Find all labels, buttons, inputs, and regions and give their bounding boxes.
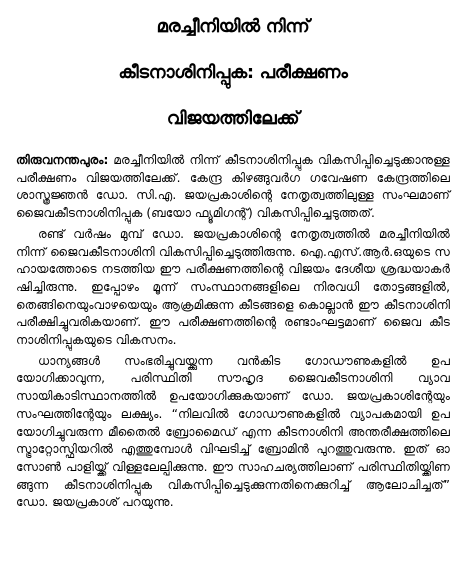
headline-line-3: വിജയത്തിലേക്ക് xyxy=(166,108,300,129)
headline-line-2: കീടനാശിനിപ്പുക: പരീക്ഷണം xyxy=(118,62,348,83)
paragraph-1 xyxy=(16,152,450,223)
paragraph-2: രണ്ട് വർഷം മുമ്പ് ഡോ. ജയപ്രകാശിന്റെ നേതൃത്വത്തിൽ മരച്ചീനിയിൽ നിന്ന് ജൈവകീടനാശിനി വികസിപ്പിച്ചെടുത്തിരുന്നു. ഐ.എസ്.ആർ.ഒയുടെ സഹായത്തോടെ നടത്തിയ ഈ പരീക്ഷണത്തിന്റെ വിജയം ദേശീയ ശ്രദ്ധയാകർഷിച്ചിരുന്നു. ഇപ്പോഴം മൂന്ന് സംസ്ഥാനങ്ങളിലെ നിരവധി തോട്ടങ്ങളിൽ, തെങ്ങിനെയുംവാഴയെയും ആക്രമിക്കുന്ന കീടങ്ങളെ കൊല്ലാൻ ഈ കീടനാശിനി പരീക്ഷിച്ചുവരികയാണ്. ഈ പരീക്ഷണത്തിന്റെ രണ്ടാംഘട്ടമാണ് ജൈവ കീടനാശിനിപ്പുകയുടെ വികസനം. xyxy=(16,226,450,348)
headline-line-1: മരച്ചീനിയിൽ നിന്ന് xyxy=(156,16,310,37)
dateline: തിരുവനന്തപുരം: xyxy=(16,153,109,167)
article-body xyxy=(16,152,450,512)
headline xyxy=(16,4,450,142)
paragraph-3: ധാന്യങ്ങൾ സംഭരിച്ചുവയ്ക്കുന്ന വൻകിട ഗോഡൗണുകളിൽ ഉപയോഗിക്കാവുന്ന, പരിസ്ഥിതി സൗഹൃദ ജൈവകീടനാശിനി വ്യാവസായികാടിസ്ഥാനത്തിൽ ഉപയോഗിക്കുകയാണ് ഡോ. ജയപ്രകാശിന്റേയും സംഘത്തിന്റേയും ലക്ഷ്യം. “നിലവിൽ ഗോഡൗണുകളിൽ വ്യാപകമായി ഉപയോഗിച്ചുവരുന്ന മീതൈൽ ബ്രോമൈഡ് എന്ന കീടനാശിനി അന്തരീക്ഷത്തിലെ സ്ട്രാറ്റോസ്ഫിയറിൽ എത്തുമ്പോൾ വിഘടിച്ച് ബ്രോമിൻ പുറത്തുവരുന്നു. ഇത് ഓസോൺ പാളിയ്ക്ക് വിള്ളലേല്പിക്കുന്നു. ഈ സാഹചര്യത്തിലാണ് പരിസ്ഥിതിയ്ക്കിണങ്ങുന്ന കീടനാശിനിപ്പുക വികസിപ്പിച്ചെടുക്കുന്നതിനെക്കുറിച്ച് ആലോചിച്ചത്” ഡോ. ജയപ്രകാശ് പറയുന്നു. xyxy=(16,353,450,510)
paragraph-1-text: മരച്ചീനിയിൽ നിന്ന് കീടനാശിനിപ്പുക വികസിപ്പിച്ചെടുക്കാനുള്ള പരീക്ഷണം വിജയത്തിലേക്ക്. കേന്ദ്ര കിഴങ്ങുവർഗ ഗവേഷണ കേന്ദ്രത്തിലെ ശാസ്ത്രജ്ഞൻ ഡോ. സി.എ. ജയപ്രകാശിന്റെ നേതൃത്വത്തിലുള്ള സംഘമാണ് ജൈവകീടനാശിനിപ്പുക (ബയോ ഫ്യൂമിഗന്റ്) വികസിപ്പിച്ചെടുത്തത്. xyxy=(16,153,450,221)
